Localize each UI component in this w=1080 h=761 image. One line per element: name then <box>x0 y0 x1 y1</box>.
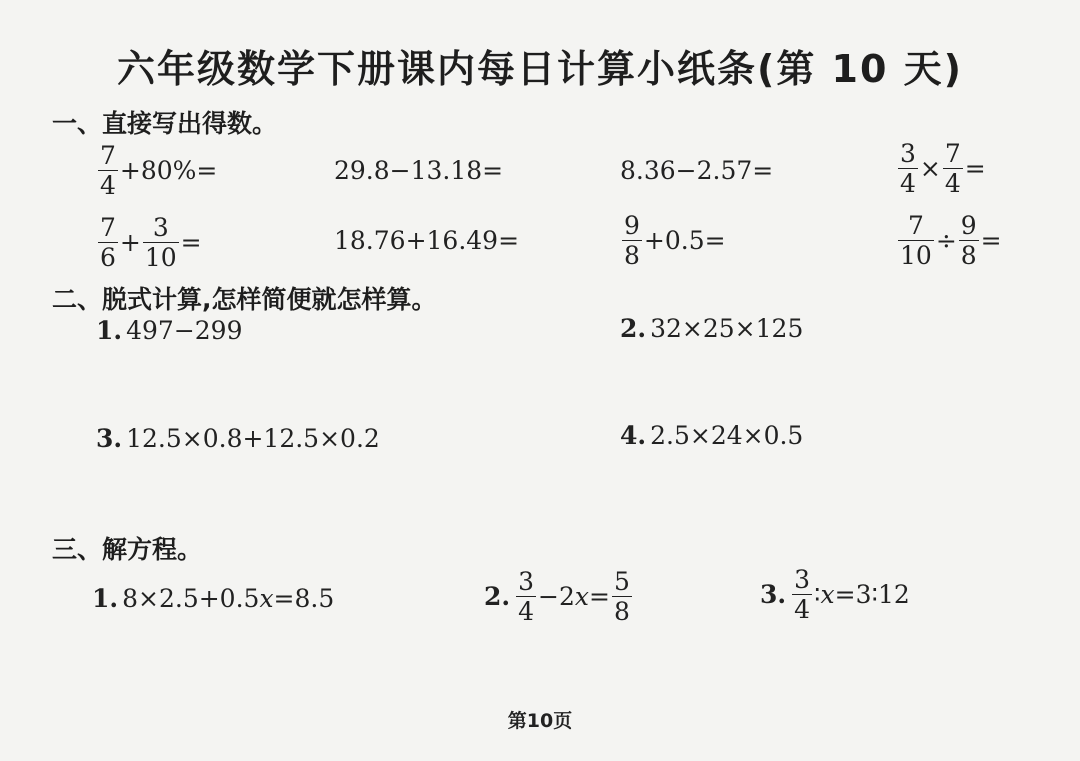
s2-question-4: 4. 2.5×24×0.5 <box>620 420 804 450</box>
answer-blank[interactable] <box>775 157 809 183</box>
fraction: $\frac{9}{8}$ <box>624 210 640 270</box>
fraction: $\frac{7}{4}$ <box>944 138 961 198</box>
answer-blank[interactable] <box>204 229 238 255</box>
section-2-heading: 二、脱式计算,怎样简便就怎样算。 <box>52 285 437 314</box>
s1-question-3: 8.36−2.57= <box>620 140 809 200</box>
section-1-heading: 一、直接写出得数。 <box>52 109 278 138</box>
s1-question-7: $\frac{9}{8}$ +0.5= <box>620 210 762 270</box>
answer-blank[interactable] <box>728 227 762 253</box>
fraction: $\frac{9}{8}$ <box>960 210 977 270</box>
s1-question-6: 18.76+16.49= <box>334 210 555 270</box>
section-3-heading: 三、解方程。 <box>52 535 203 564</box>
s3-work-area[interactable] <box>92 630 1042 690</box>
s1-question-5: $\frac{7}{6}$ + $\frac{3}{10}$ = <box>96 212 238 272</box>
fraction: $\frac{3}{10}$ <box>144 212 177 272</box>
s1-question-2: 29.8−13.18= <box>334 140 539 200</box>
s2-q1-work-area[interactable] <box>96 355 576 415</box>
answer-blank[interactable] <box>1004 227 1024 253</box>
s1-question-4: $\frac{3}{4}$ × $\frac{7}{4}$ = <box>896 138 1008 198</box>
s2-question-2: 2. 32×25×125 <box>620 313 804 343</box>
answer-blank[interactable] <box>219 157 253 183</box>
fraction: $\frac{7}{10}$ <box>900 210 932 270</box>
page-title: 六年级数学下册课内每日计算小纸条(第 10 天) <box>116 47 964 91</box>
s2-q4-work-area[interactable] <box>620 465 1040 525</box>
fraction: $\frac{5}{8}$ <box>613 566 630 626</box>
s3-question-3: 3. $\frac{3}{4}$ ∶ x =3∶12 <box>760 564 910 624</box>
page-number: 第10页 <box>507 710 573 732</box>
fraction: $\frac{7}{6}$ <box>100 212 116 272</box>
fraction: $\frac{3}{4}$ <box>518 566 535 626</box>
fraction: $\frac{7}{4}$ <box>100 140 116 200</box>
s3-question-2: 2. $\frac{3}{4}$ −2 x = $\frac{5}{8}$ <box>484 566 630 626</box>
s1-question-1: $\frac{7}{4}$ +80%= <box>96 140 253 200</box>
s2-question-1: 1. 497−299 <box>96 315 243 345</box>
s1-question-8: $\frac{7}{10}$ ÷ $\frac{9}{8}$ = <box>896 210 1024 270</box>
answer-blank[interactable] <box>988 155 1008 181</box>
s3-question-1: 1. 8×2.5+0.5 x =8.5 <box>92 583 335 613</box>
answer-blank[interactable] <box>521 227 555 253</box>
s2-q3-work-area[interactable] <box>96 465 576 525</box>
s2-question-3: 3. 12.5×0.8+12.5×0.2 <box>96 423 380 453</box>
fraction: $\frac{3}{4}$ <box>794 564 811 624</box>
answer-blank[interactable] <box>505 157 539 183</box>
fraction: $\frac{3}{4}$ <box>900 138 916 198</box>
